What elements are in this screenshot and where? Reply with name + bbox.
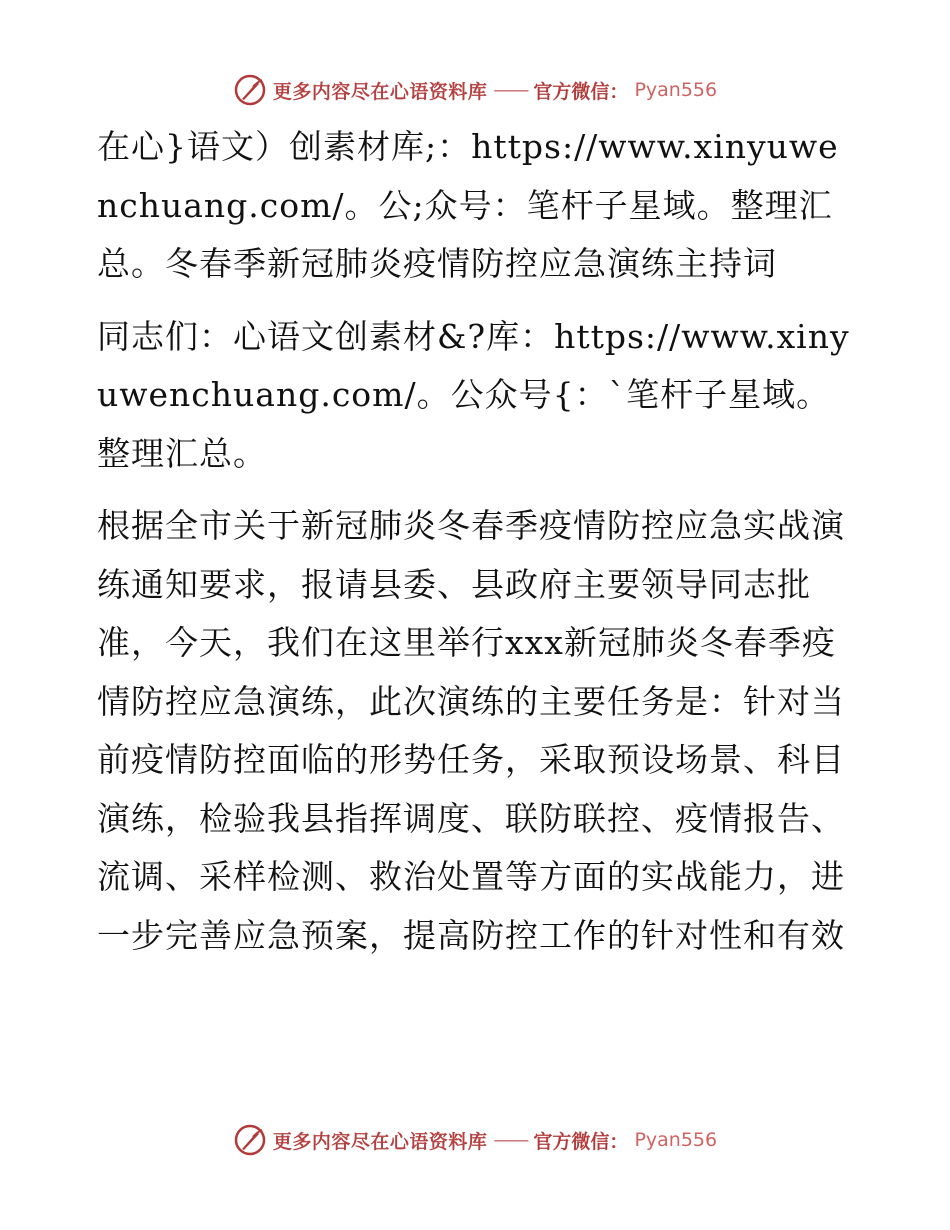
paragraph-title: 在心}语文）创素材库;：https://www.xinyuwenchuang.com/。公;众号：笔杆子星域。整理汇总。冬春季新冠肺炎疫情防控应急演练主持词 — [97, 127, 839, 283]
header-watermark — [0, 70, 950, 110]
document-body — [97, 118, 857, 979]
watermark-dash: —— — [493, 1129, 528, 1151]
watermark-site-text: 更多内容尽在心语资料库 — [272, 1130, 488, 1153]
watermark-wechat-label: 官方微信： — [533, 80, 629, 103]
paragraph-greeting: 同志们：心语文创素材&?库：https://www.xinyuwenchuang.com/。公众号{：`笔杆子星域。整理汇总。 — [97, 316, 850, 473]
footer-watermark — [0, 1120, 950, 1160]
watermark-wechat-id: Pyan556 — [634, 1129, 718, 1151]
watermark-dash: —— — [493, 79, 528, 101]
watermark-site-text: 更多内容尽在心语资料库 — [272, 80, 488, 103]
paragraph-body: 根据全市关于新冠肺炎冬春季疫情防控应急实战演练通知要求，报请县委、县政府主要领导同志批准，今天，我们在这里举行xxx新冠肺炎冬春季疫情防控应急演练，此次演练的主要任务是：针对当前疫情防控面临的形势任务，采取预设场景、科目演练，检验我县指挥调度、联防联控、疫情报告、流调、采样检测、救治处置等方面的实战能力，进一步完善应急预案，提高防控工作的针对性和有效 — [97, 506, 845, 955]
feather-pen-logo-icon — [233, 1123, 267, 1157]
watermark-wechat-id: Pyan556 — [634, 79, 718, 101]
watermark-wechat-label: 官方微信： — [533, 1130, 629, 1153]
feather-pen-logo-icon — [233, 73, 267, 107]
